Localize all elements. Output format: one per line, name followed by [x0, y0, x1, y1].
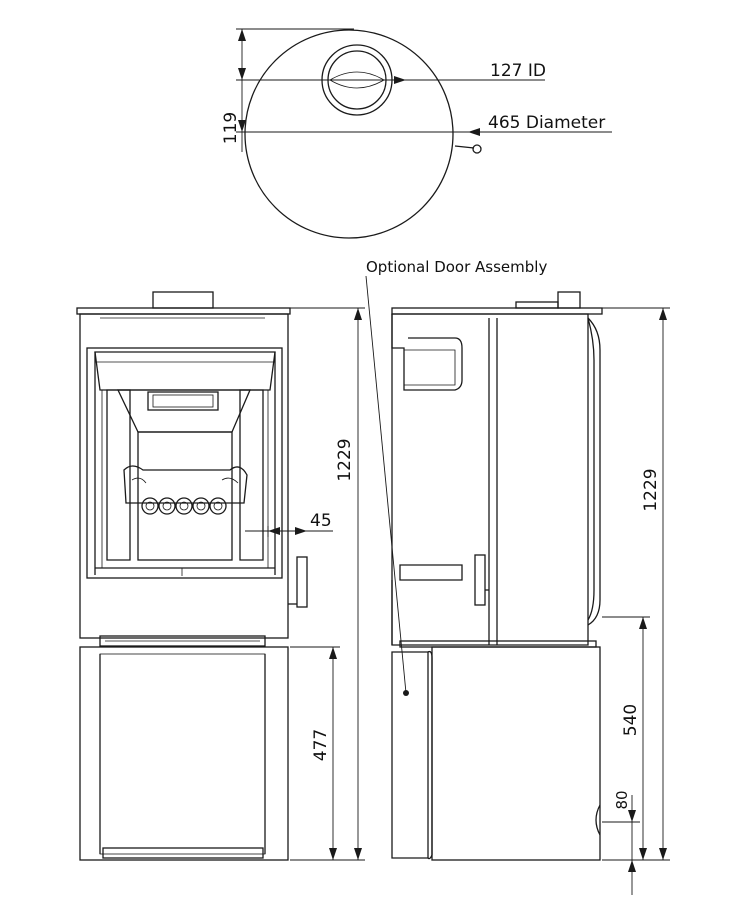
side-view	[366, 258, 670, 895]
side-lower-vent-label: 80	[613, 790, 631, 810]
side-height-label: 1229	[641, 468, 661, 512]
side-flue-stub	[558, 292, 580, 308]
optional-door-label: Optional Door Assembly	[366, 258, 548, 276]
front-base-height-label: 477	[311, 728, 331, 762]
stove-diameter-label: 465 Diameter	[488, 113, 606, 133]
top-view	[221, 29, 612, 238]
firebox-window	[87, 348, 282, 578]
front-log-store	[80, 647, 288, 860]
flue-offset-label: 119	[221, 111, 241, 145]
side-door-handle[interactable]	[475, 555, 485, 605]
front-view	[77, 292, 365, 860]
optional-door-panel	[392, 652, 428, 858]
flue-diameter-label: 127 ID	[490, 61, 546, 81]
side-vent-height-label: 540	[621, 703, 641, 737]
side-top-plate	[392, 308, 602, 314]
front-flue-stub	[153, 292, 213, 308]
side-log-store	[432, 647, 600, 860]
side-handle-knob	[473, 145, 481, 153]
front-top-plate	[77, 308, 290, 314]
stove-top-circle	[245, 30, 453, 238]
front-height-label: 1229	[335, 438, 355, 482]
front-door-handle[interactable]	[297, 557, 307, 607]
fuel-bed-logs	[142, 498, 226, 514]
front-stove-body	[80, 314, 288, 638]
airwash-dimension-label: 45	[310, 511, 332, 531]
